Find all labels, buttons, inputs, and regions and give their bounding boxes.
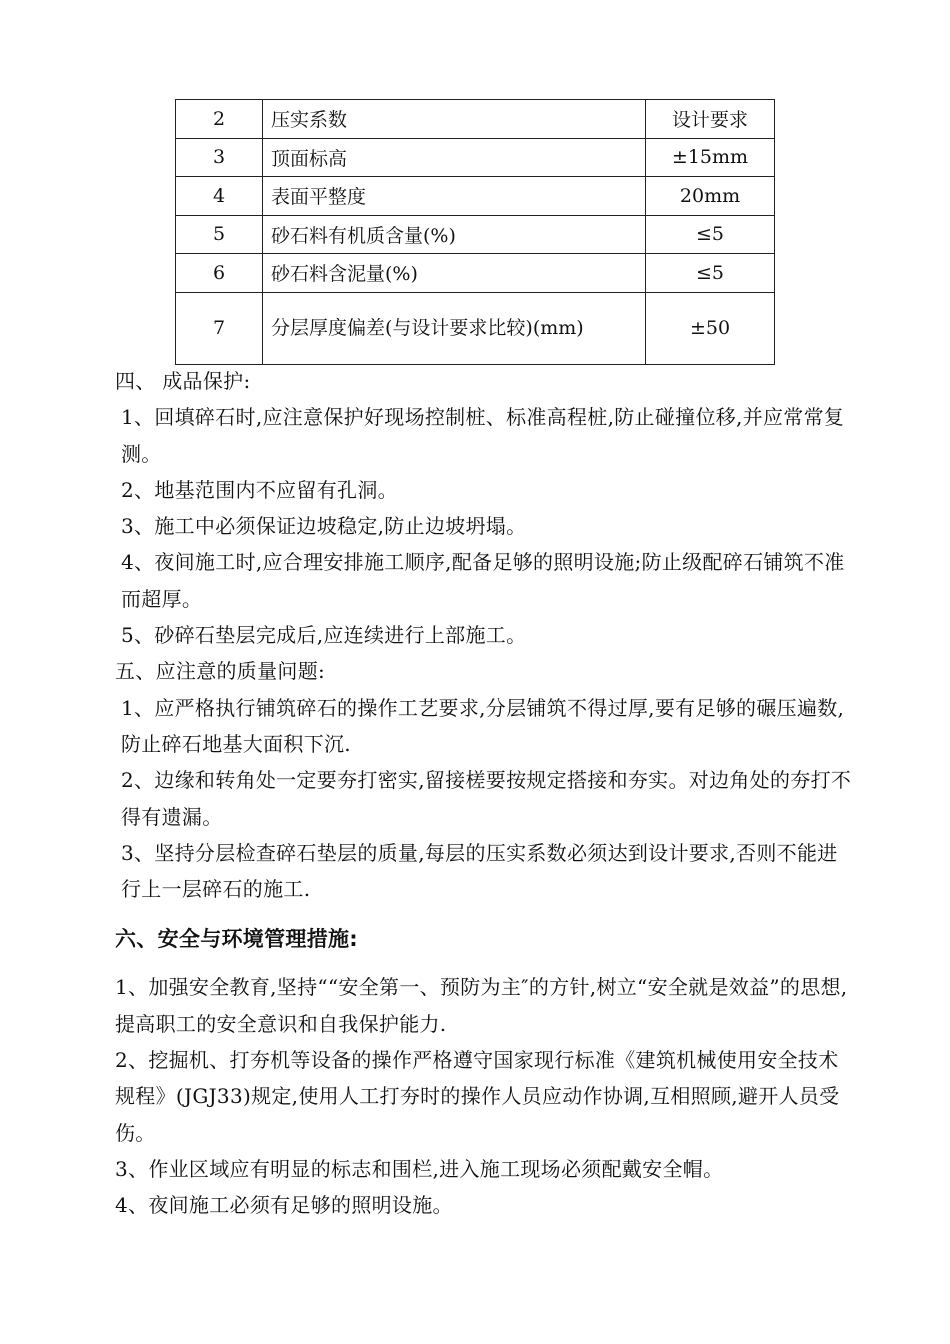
row-value: ≤5 [646, 254, 775, 293]
table-row [176, 254, 775, 293]
section-heading-safety-environment: 六、安全与环境管理措施: [115, 927, 358, 952]
row-item: 砂石料含泥量(%) [263, 254, 646, 293]
section-heading-finished-product-protection: 四、 成品保护: [115, 369, 251, 393]
list-item: 3、施工中必须保证边坡稳定,防止边坡坍塌。 [121, 514, 527, 539]
table-row [176, 138, 775, 177]
document-body [115, 363, 855, 1224]
row-item: 砂石料有机质含量(%) [263, 215, 646, 254]
list-item: 2、地基范围内不应留有孔洞。 [121, 477, 398, 502]
row-item: 分层厚度偏差(与设计要求比较)(mm) [263, 292, 646, 364]
quality-spec-table [175, 99, 775, 365]
table-row [176, 292, 775, 364]
row-value: 设计要求 [646, 100, 775, 139]
list-item: 4、夜间施工时,应合理安排施工顺序,配备足够的照明设施;防止级配碎石铺筑不准而超厚。 [121, 550, 845, 611]
row-item: 顶面标高 [263, 138, 646, 177]
table-row [176, 177, 775, 216]
row-number: 2 [176, 100, 263, 139]
row-number: 7 [176, 292, 263, 364]
row-number: 6 [176, 254, 263, 293]
section-heading-quality-issues: 五、应注意的质量问题: [115, 659, 326, 684]
row-item: 表面平整度 [263, 177, 646, 216]
row-number: 5 [176, 215, 263, 254]
row-item: 压实系数 [263, 100, 646, 139]
table-row [176, 100, 775, 139]
list-item: 3、作业区域应有明显的标志和围栏,进入施工现场必须配戴安全帽。 [115, 1156, 724, 1181]
table-row [176, 215, 775, 254]
row-value: ±50 [646, 292, 775, 364]
row-value: ±15mm [646, 138, 775, 177]
list-item: 1、应严格执行铺筑碎石的操作工艺要求,分层铺筑不得过厚,要有足够的碾压遍数,防止碎石地基大面积下沉. [121, 695, 845, 756]
list-item: 3、坚持分层检查碎石垫层的质量,每层的压实系数必须达到设计要求,否则不能进行上一层碎石的施工. [121, 840, 838, 902]
list-item: 1、加强安全教育,坚持““安全第一、预防为主″的方针,树立“安全就是效益”的思想,提高职工的安全意识和自我保护能力. [115, 975, 848, 1036]
list-item: 1、回填碎石时,应注意保护好现场控制桩、标准高程桩,防止碰撞位移,并应常常复测。 [121, 405, 845, 466]
row-value: ≤5 [646, 215, 775, 254]
row-number: 4 [176, 177, 263, 216]
list-item: 2、挖掘机、打夯机等设备的操作严格遵守国家现行标准《建筑机械使用安全技术规程》(JGJ33)规定,使用人工打夯时的操作人员应动作协调,互相照顾,避开人员受伤。 [115, 1048, 840, 1145]
list-item: 5、砂碎石垫层完成后,应连续进行上部施工。 [121, 623, 527, 648]
row-number: 3 [176, 138, 263, 177]
list-item: 2、边缘和转角处一定要夯打密实,留接槎要按规定搭接和夯实。对边角处的夯打不得有遗漏。 [121, 768, 852, 829]
row-value: 20mm [646, 177, 775, 216]
list-item: 4、夜间施工必须有足够的照明设施。 [115, 1193, 453, 1218]
